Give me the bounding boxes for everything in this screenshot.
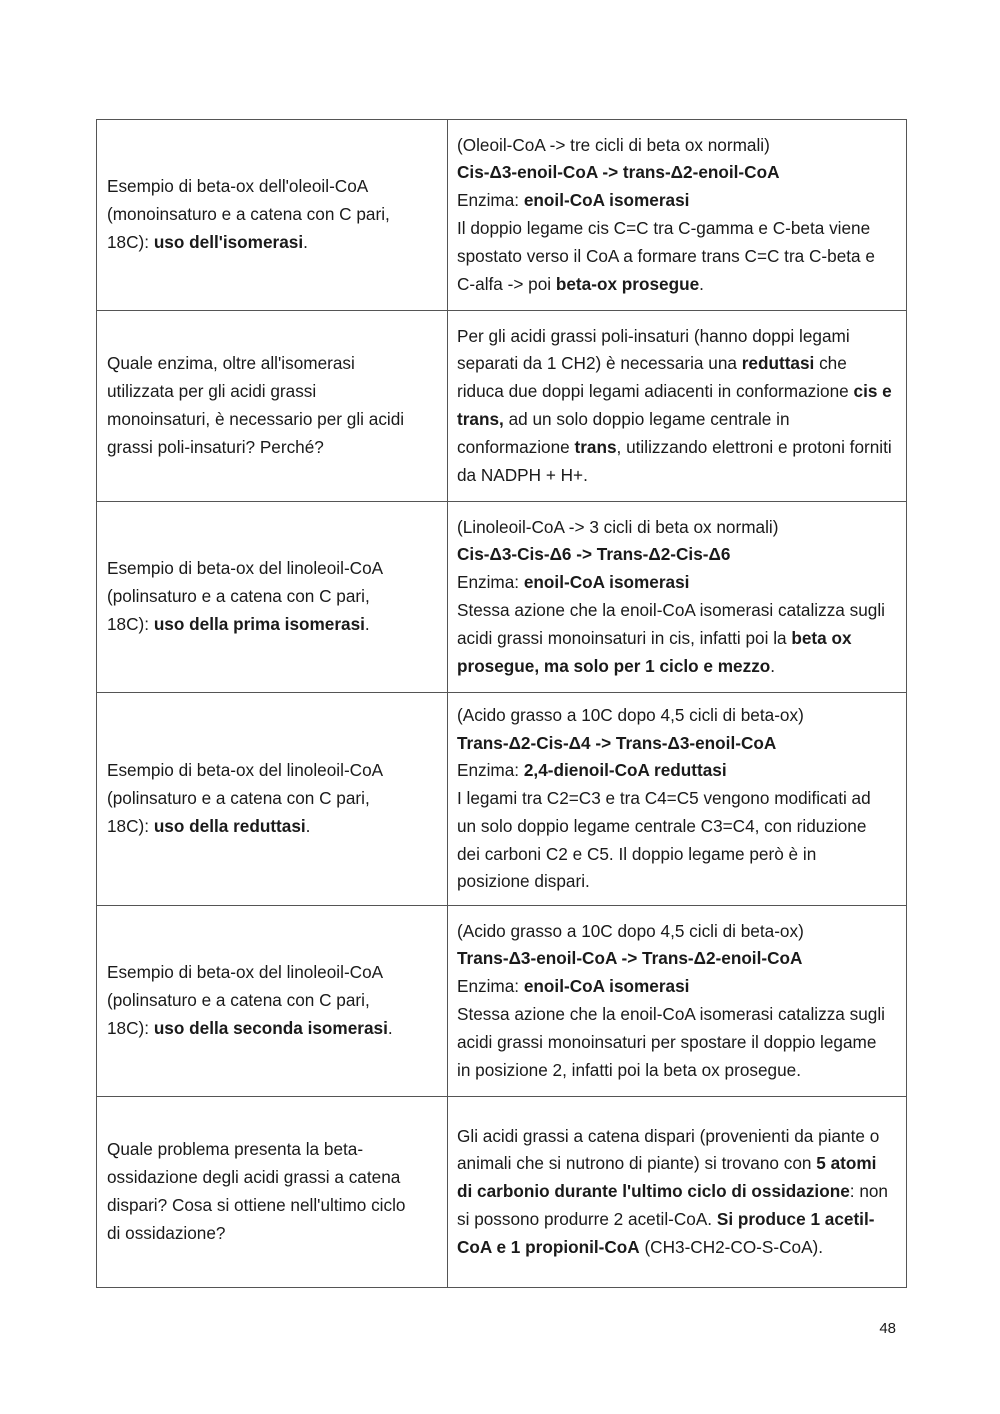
text-line: (Oleoil-CoA -> tre cicli di beta ox normali): [457, 134, 770, 155]
text-line: (Linoleoil-CoA -> 3 cicli di beta ox normali): [457, 516, 779, 537]
answer-cell: [448, 120, 907, 311]
question-text: [107, 173, 439, 256]
answer-cell: [448, 1097, 907, 1288]
text-line: riduca due doppi legami adiacenti in conformazione cis e: [457, 381, 892, 402]
answer-text: [457, 323, 902, 490]
text-line: 18C): uso della reduttasi.: [107, 815, 311, 836]
question-text: [107, 959, 439, 1042]
question-cell: [97, 502, 448, 693]
answer-cell: [448, 906, 907, 1097]
question-cell: [97, 311, 448, 502]
text-line: Enzima: enoil-CoA isomerasi: [457, 190, 690, 211]
text-line: Cis-Δ3-enoil-CoA -> trans-Δ2-enoil-CoA: [457, 162, 780, 183]
page-number: 48: [879, 1320, 896, 1337]
text-line: posizione dispari.: [457, 871, 590, 892]
table-row: [97, 311, 907, 502]
question-cell: [97, 906, 448, 1097]
text-line: separati da 1 CH2) è necessaria una reduttasi che: [457, 353, 847, 374]
answer-cell: [448, 502, 907, 693]
text-line: CoA e 1 propionil-CoA (CH3-CH2-CO-S-CoA).: [457, 1236, 824, 1257]
table-row: [97, 1097, 907, 1288]
text-line: Esempio di beta-ox dell'oleoil-CoA: [107, 176, 369, 197]
answer-text: [457, 702, 902, 897]
question-cell: [97, 120, 448, 311]
text-line: 18C): uso della prima isomerasi.: [107, 613, 370, 634]
text-line: (polinsaturo e a catena con C pari,: [107, 788, 370, 809]
text-line: dei carboni C2 e C5. Il doppio legame però è in: [457, 843, 817, 864]
flashcard-table: [96, 119, 907, 1288]
text-line: utilizzata per gli acidi grassi: [107, 381, 317, 402]
text-line: Enzima: enoil-CoA isomerasi: [457, 572, 690, 593]
text-line: un solo doppio legame centrale C3=C4, con riduzione: [457, 815, 867, 836]
text-line: Stessa azione che la enoil-CoA isomerasi catalizza sugli: [457, 600, 885, 620]
table-row: [97, 120, 907, 311]
text-line: 18C): uso della seconda isomerasi.: [107, 1017, 393, 1038]
text-line: monoinsaturi, è necessario per gli acidi: [107, 409, 405, 429]
question-text: [107, 350, 439, 461]
text-line: Quale problema presenta la beta-: [107, 1139, 364, 1160]
text-line: grassi poli-insaturi? Perché?: [107, 436, 324, 457]
text-line: da NADPH + H+.: [457, 464, 588, 485]
answer-text: [457, 918, 902, 1085]
text-line: 18C): uso dell'isomerasi.: [107, 231, 308, 252]
text-line: I legami tra C2=C3 e tra C4=C5 vengono modificati ad: [457, 788, 871, 809]
text-line: C-alfa -> poi beta-ox prosegue.: [457, 273, 704, 294]
question-cell: [97, 693, 448, 906]
text-line: spostato verso il CoA a formare trans C=C tra C-beta e: [457, 245, 875, 266]
text-line: Esempio di beta-ox del linoleoil-CoA: [107, 760, 384, 781]
table-row: [97, 906, 907, 1097]
table-row: [97, 502, 907, 693]
text-line: Il doppio legame cis C=C tra C-gamma e C-beta viene: [457, 218, 871, 238]
text-line: si possono produrre 2 acetil-CoA. Si produce 1 acetil-: [457, 1208, 875, 1229]
table-row: [97, 693, 907, 906]
text-line: conformazione trans, utilizzando elettroni e protoni forniti: [457, 436, 892, 457]
text-line: (polinsaturo e a catena con C pari,: [107, 990, 370, 1011]
text-line: (Acido grasso a 10C dopo 4,5 cicli di beta-ox): [457, 920, 804, 941]
answer-cell: [448, 693, 907, 906]
text-line: acidi grassi monoinsaturi per spostare il doppio legame: [457, 1031, 877, 1052]
answer-text: [457, 1123, 902, 1262]
text-line: Enzima: enoil-CoA isomerasi: [457, 976, 690, 997]
question-text: [107, 1136, 439, 1247]
text-line: (polinsaturo e a catena con C pari,: [107, 586, 370, 607]
text-line: Quale enzima, oltre all'isomerasi: [107, 353, 355, 374]
answer-text: [457, 132, 902, 299]
text-line: (monoinsaturo e a catena con C pari,: [107, 204, 390, 225]
text-line: animali che si nutrono di piante) si trovano con 5 atomi: [457, 1153, 877, 1174]
text-line: acidi grassi monoinsaturi in cis, infatti poi la beta ox: [457, 627, 852, 648]
text-line: Gli acidi grassi a catena dispari (provenienti da piante o: [457, 1125, 880, 1146]
text-line: Esempio di beta-ox del linoleoil-CoA: [107, 962, 384, 983]
text-line: in posizione 2, infatti poi la beta ox prosegue.: [457, 1059, 801, 1080]
question-cell: [97, 1097, 448, 1288]
question-text: [107, 555, 439, 638]
text-line: Per gli acidi grassi poli-insaturi (hanno doppi legami: [457, 325, 850, 346]
answer-cell: [448, 311, 907, 502]
answer-text: [457, 514, 902, 681]
text-line: Esempio di beta-ox del linoleoil-CoA: [107, 558, 384, 579]
text-line: Trans-Δ3-enoil-CoA -> Trans-Δ2-enoil-CoA: [457, 948, 803, 969]
question-text: [107, 757, 439, 840]
text-line: trans, ad un solo doppio legame centrale in: [457, 409, 790, 429]
text-line: ossidazione degli acidi grassi a catena: [107, 1167, 401, 1188]
text-line: Trans-Δ2-Cis-Δ4 -> Trans-Δ3-enoil-CoA: [457, 732, 777, 753]
text-line: Cis-Δ3-Cis-Δ6 -> Trans-Δ2-Cis-Δ6: [457, 544, 731, 565]
text-line: dispari? Cosa si ottiene nell'ultimo ciclo: [107, 1195, 406, 1215]
text-line: Enzima: 2,4-dienoil-CoA reduttasi: [457, 760, 727, 781]
text-line: (Acido grasso a 10C dopo 4,5 cicli di beta-ox): [457, 704, 804, 725]
text-line: Stessa azione che la enoil-CoA isomerasi catalizza sugli: [457, 1004, 885, 1024]
text-line: prosegue, ma solo per 1 ciclo e mezzo.: [457, 655, 776, 676]
text-line: di carbonio durante l'ultimo ciclo di ossidazione: non: [457, 1181, 888, 1202]
text-line: di ossidazione?: [107, 1222, 226, 1243]
